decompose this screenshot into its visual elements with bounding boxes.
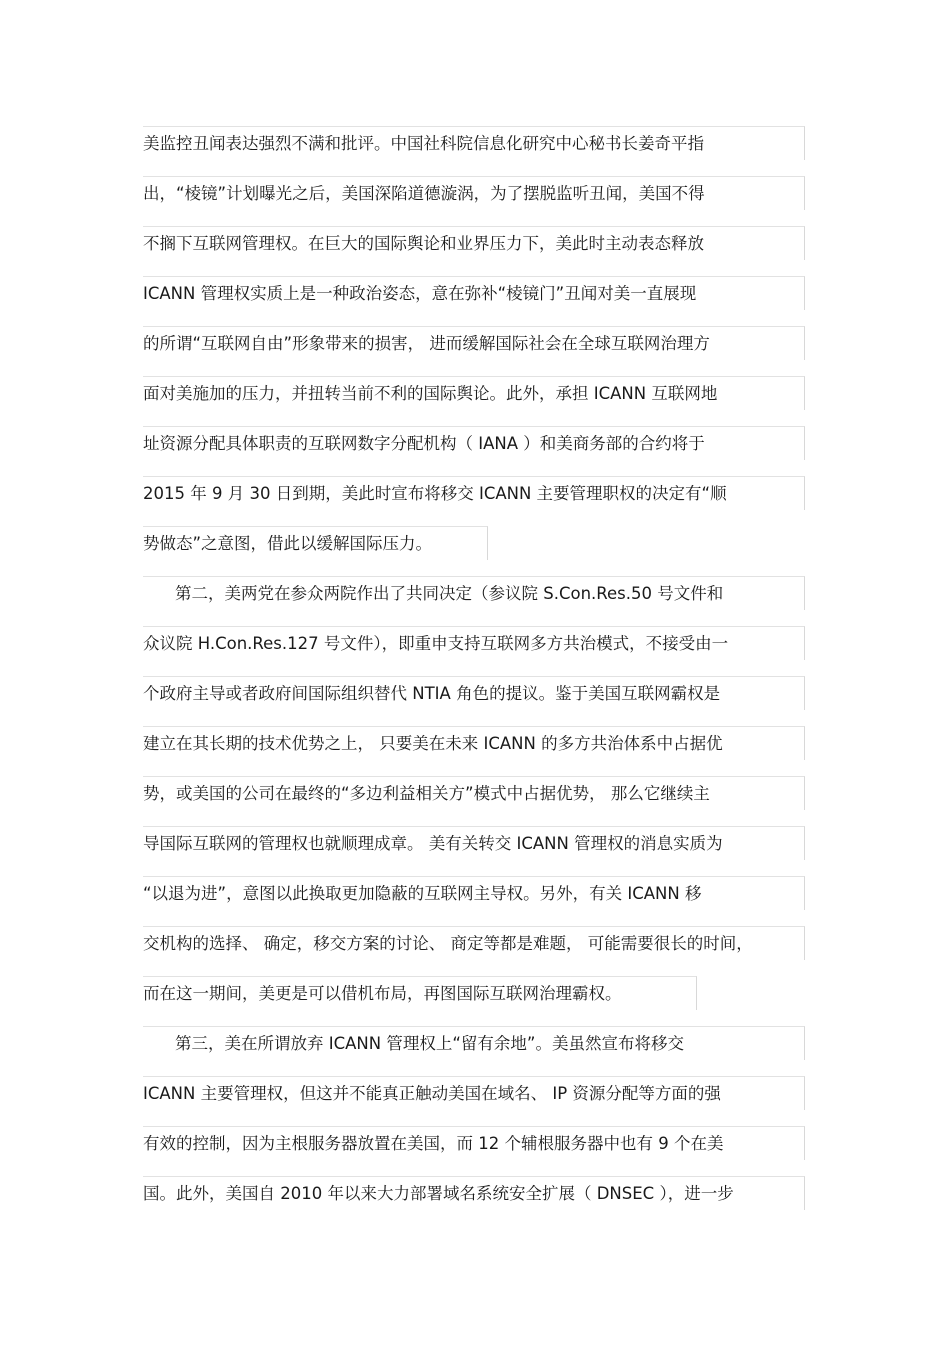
text-line: 建立在其长期的技术优势之上， 只要美在未来 ICANN 的多方共治体系中占据优 — [143, 726, 805, 760]
text-line: 势，或美国的公司在最终的“多边利益相关方”模式中占据优势， 那么它继续主 — [143, 776, 805, 810]
paragraph-start-line: 第三，美在所谓放弃 ICANN 管理权上“留有余地”。美虽然宣布将移交 — [143, 1026, 805, 1060]
text-line: 而在这一期间，美更是可以借机布局，再图国际互联网治理霸权。 — [143, 976, 697, 1010]
text-line: ICANN 管理权实质上是一种政治姿态，意在弥补“棱镜门”丑闻对美一直展现 — [143, 276, 805, 310]
text-line: 不搁下互联网管理权。在巨大的国际舆论和业界压力下，美此时主动表态释放 — [143, 226, 805, 260]
text-line: 导国际互联网的管理权也就顺理成章。 美有关转交 ICANN 管理权的消息实质为 — [143, 826, 805, 860]
text-line: 2015 年 9 月 30 日到期，美此时宣布将移交 ICANN 主要管理职权的决定有“顺 — [143, 476, 805, 510]
text-line: 址资源分配具体职责的互联网数字分配机构（ IANA ）和美商务部的合约将于 — [143, 426, 805, 460]
text-line: “以退为进”，意图以此换取更加隐蔽的互联网主导权。另外，有关 ICANN 移 — [143, 876, 805, 910]
text-line: 的所谓“互联网自由”形象带来的损害， 进而缓解国际社会在全球互联网治理方 — [143, 326, 805, 360]
text-line: 国。此外，美国自 2010 年以来大力部署域名系统安全扩展（ DNSEC ），进一步 — [143, 1176, 805, 1210]
paragraph-start-line: 第二，美两党在参众两院作出了共同决定（参议院 S.Con.Res.50 号文件和 — [143, 576, 805, 610]
text-line: ICANN 主要管理权，但这并不能真正触动美国在域名、 IP 资源分配等方面的强 — [143, 1076, 805, 1110]
text-line: 交机构的选择、 确定，移交方案的讨论、 商定等都是难题， 可能需要很长的时间， — [143, 926, 805, 960]
text-line: 出，“棱镜”计划曝光之后，美国深陷道德漩涡，为了摆脱监听丑闻，美国不得 — [143, 176, 805, 210]
text-line: 面对美施加的压力，并扭转当前不利的国际舆论。此外，承担 ICANN 互联网地 — [143, 376, 805, 410]
text-line: 众议院 H.Con.Res.127 号文件），即重申支持互联网多方共治模式，不接受由一 — [143, 626, 805, 660]
text-line: 势做态”之意图，借此以缓解国际压力。 — [143, 526, 488, 560]
text-line: 有效的控制，因为主根服务器放置在美国，而 12 个辅根服务器中也有 9 个在美 — [143, 1126, 805, 1160]
text-line: 个政府主导或者政府间国际组织替代 NTIA 角色的提议。鉴于美国互联网霸权是 — [143, 676, 805, 710]
text-line: 美监控丑闻表达强烈不满和批评。中国社科院信息化研究中心秘书长姜奇平指 — [143, 126, 805, 160]
